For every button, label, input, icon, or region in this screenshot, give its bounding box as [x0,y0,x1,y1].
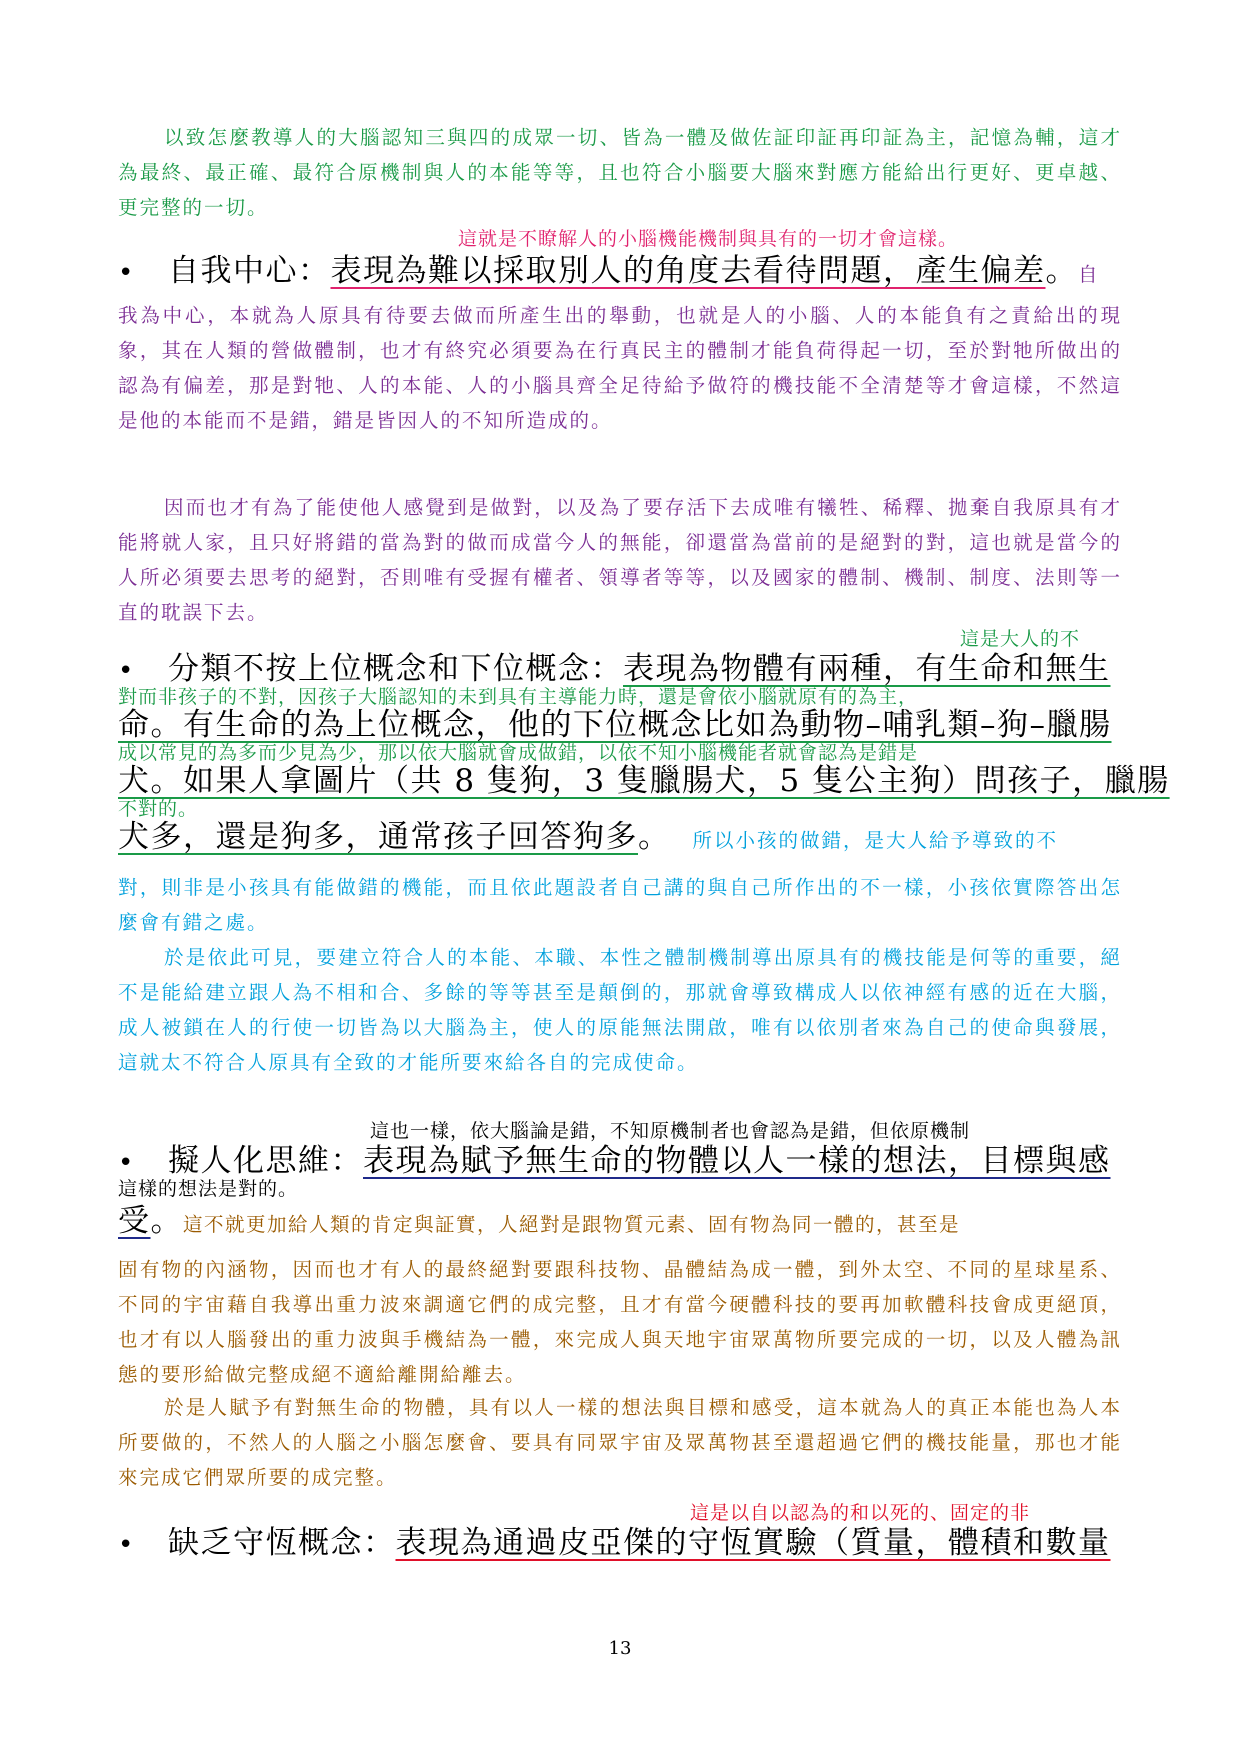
bullet-icon: • [118,1530,135,1560]
heading-label: 擬人化思維： [168,1143,363,1179]
heading-conservation [118,1526,1111,1562]
bullet-icon: • [118,258,135,288]
heading-label: 缺乏守恆概念： [168,1525,396,1561]
annotation-note-4: 成以常見的為多而少見為少，那以依大腦就會成做錯，以依不知小腦機能者就會認為是錯是 [118,742,919,764]
bullet-icon: • [118,656,135,686]
heading-classification-line-1 [118,652,1111,688]
heading-anthropomorphic [118,1144,1111,1180]
heading-underlined-text: 命。有生命的為上位概念，他的下位概念比如為動物–哺乳類–狗–臘腸 [118,707,1112,743]
paragraph-6: 固有物的內涵物，因而也才有人的最終絕對要跟科技物、晶體結為成一體，到外太空、不同的星球星系、不同的宇宙藉自我導出重力波來調適它們的成完整，且才有當今硬體科技的要再加軟體科技會成更絕頂，也才有以人腦發出的重力波與手機結為一體，來完成人與天地宇宙眾萬物所要完成的一切，以及人體為訊態的要形給做完整成絕不適給離開給離去。 [118,1258,1122,1386]
heading-anthropomorphic-line-2 [118,1204,960,1242]
heading-punct: 。 [150,1203,183,1239]
heading-label: 分類不按上位概念和下位概念： [168,651,623,687]
paragraph-5: 於是依此可見，要建立符合人的本能、本職、本性之體制機制導出原具有的機技能是何等的重要，絕不是能給建立跟人為不相和合、多餘的等等甚至是顛倒的，那就會導致構成人以依神經有感的近在大腦，成人被鎖在人的行使一切皆為以大腦為主，使人的原能無法開啟，唯有以依別者來為自己的使命與發展，這就太不符合人原具有全致的才能所要來給各自的完成使命。 [118,946,1122,1074]
heading-underlined-text: 犬多，還是狗多，通常孩子回答狗多 [118,819,638,855]
paragraph-3: 因而也才有為了能使他人感覺到是做對，以及為了要存活下去成唯有犧牲、稀釋、拋棄自我原具有才能將就人家，且只好將錯的當為對的做而成當今人的無能，卻還當為當前的是絕對的對，這也就是當今的人所必須要去思考的絕對，否則唯有受握有權者、領導者等等，以及國家的體制、機制、制度、法則等一直的耽誤下去。 [118,496,1122,624]
paragraph-2-start: 自 [1078,263,1100,286]
heading-punct: 。 [1045,253,1078,289]
annotation-note-1: 這就是不瞭解人的小腦機能機制與具有的一切才會這樣。 [458,228,959,250]
annotation-note-3: 對而非孩子的不對，因孩子大腦認知的未到具有主導能力時，還是會依小腦就原有的為主， [118,686,919,708]
paragraph-2: 我為中心，本就為人原具有待要去做而所產生出的舉動，也就是人的小腦、人的本能負有之責給出的現象，其在人類的營做體制，也才有終究必須要為在行真民主的體制才能負荷得起一切，至於對牠所做出的認為有偏差，那是對牠、人的本能、人的小腦具齊全足待給予做符的機技能不全清楚等才會這樣，不然這是他的本能而不是錯，錯是皆因人的不知所造成的。 [118,304,1122,432]
heading-classification-line-3 [118,764,1170,798]
heading-underlined-text: 受 [118,1203,151,1239]
annotation-note-8: 這是以自以認為的和以死的、固定的非 [690,1502,1031,1524]
bullet-icon: • [118,1148,135,1178]
annotation-note-2: 這是大人的不 [960,628,1081,650]
paragraph-6-start: 這不就更加給人類的肯定與証實，人絕對是跟物質元素、固有物為同一體的，甚至是 [183,1213,961,1236]
heading-underlined-text: 犬。如果人拿圖片（共 8 隻狗，3 隻臘腸犬，5 隻公主狗）問孩子，臘腸 [118,763,1170,799]
heading-underlined-text: 表現為賦予無生命的物體以人一樣的想法，目標與感 [363,1143,1111,1179]
paragraph-4: 對，則非是小孩具有能做錯的機能，而且依此題設者自己講的與自己所作出的不一樣，小孩依實際答出怎麼會有錯之處。 [118,876,1122,934]
paragraph-4-start: 所以小孩的做錯，是大人給予導致的不 [692,829,1059,852]
annotation-note-7: 這樣的想法是對的。 [118,1178,299,1200]
paragraph-1: 以致怎麼教導人的大腦認知三與四的成眾一切、皆為一體及做佐証印証再印証為主，記憶為輔，這才為最終、最正確、最符合原機制與人的本能等等，且也符合小腦要大腦來對應方能給出行更好、更卓越、更完整的一切。 [118,126,1122,219]
heading-label: 自我中心： [168,253,331,289]
heading-punct: 。 [638,819,671,855]
heading-underlined-text: 表現為通過皮亞傑的守恆實驗（質量，體積和數量 [395,1525,1111,1561]
heading-classification-line-2 [118,708,1112,742]
heading-self-center [118,254,1099,292]
heading-underlined-text: 表現為物體有兩種，有生命和無生 [623,651,1111,687]
heading-underlined-text: 表現為難以採取別人的角度去看待問題，產生偏差 [330,253,1046,289]
annotation-note-6: 這也一樣，依大腦論是錯，不知原機制者也會認為是錯，但依原機制 [370,1120,971,1142]
page-number: 13 [608,1638,632,1659]
annotation-note-5: 不對的。 [118,798,199,820]
paragraph-7: 於是人賦予有對無生命的物體，具有以人一樣的想法與目標和感受，這本就為人的真正本能也為人本所要做的，不然人的人腦之小腦怎麼會、要具有同眾宇宙及眾萬物甚至還超過它們的機技能量，那也才能來完成它們眾所要的成完整。 [118,1396,1122,1489]
heading-classification-line-4 [118,820,1058,858]
